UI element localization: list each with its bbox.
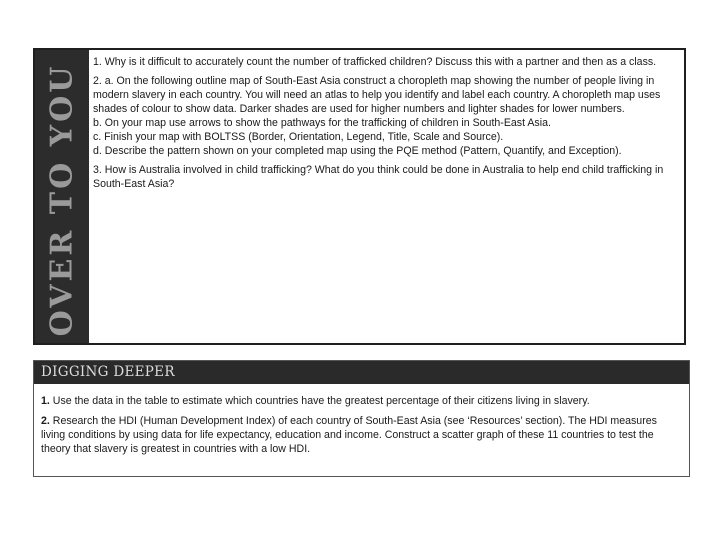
deeper-question-1-number: 1. <box>41 395 50 407</box>
deeper-question-1 <box>41 394 683 408</box>
over-to-you-sidebar <box>35 50 89 343</box>
digging-deeper-questions <box>34 384 689 456</box>
question-2d: d. Describe the pattern shown on your completed map using the PQE method (Pattern, Quantify, and Exception). <box>93 145 622 157</box>
digging-deeper-panel <box>33 360 690 477</box>
question-1: 1. Why is it difficult to accurately count the number of trafficked children? Discuss this with a partner and then as a class. <box>93 56 657 68</box>
over-to-you-panel <box>33 48 686 345</box>
question-2c: c. Finish your map with BOLTSS (Border, Orientation, Legend, Title, Scale and Source). <box>93 131 504 143</box>
deeper-question-2-number: 2. <box>41 415 50 427</box>
question-3: 3. How is Australia involved in child trafficking? What do you think could be done in Australia to help end child trafficking in South-East Asia? <box>93 164 664 190</box>
over-to-you-title: OVER TO YOU <box>44 63 80 337</box>
digging-deeper-title: DIGGING DEEPER <box>34 361 689 384</box>
deeper-question-2-text: Research the HDI (Human Development Index) of each country of South-East Asia (see ‘Resources’ section). The HDI measures living conditions by using data for life expectancy, education and income. Construct a scatter graph of these 11 countries to test the theory that slavery is greatest in countries with a low HDI. <box>41 415 657 455</box>
deeper-question-2 <box>41 414 683 456</box>
deeper-question-1-text: Use the data in the table to estimate which countries have the greatest percentage of their citizens living in slavery. <box>52 395 590 407</box>
question-2b: b. On your map use arrows to show the pathways for the trafficking of children in South-East Asia. <box>93 117 551 129</box>
over-to-you-questions <box>93 55 678 196</box>
question-2a: 2. a. On the following outline map of South-East Asia construct a choropleth map showing the number of people living in modern slavery in each country. You will need an atlas to help you identify and label each country. A choropleth map uses shades of colour to show data. Darker shades are used for higher numbers and lighter shades for lower numbers. <box>93 75 661 115</box>
